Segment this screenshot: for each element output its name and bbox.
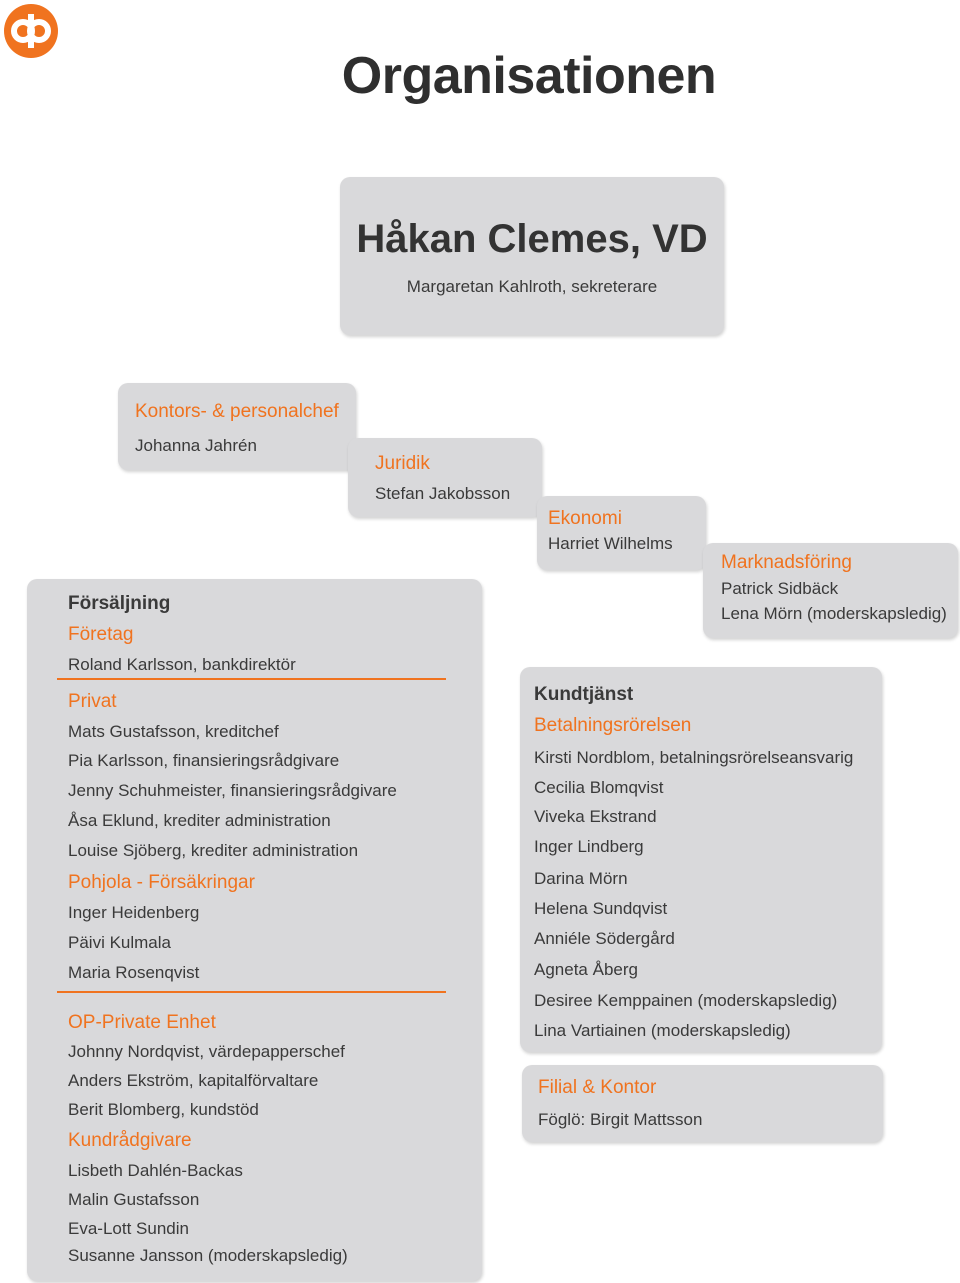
privat-person: Åsa Eklund, krediter administration: [68, 811, 331, 830]
kundradgivare-heading: Kundrådgivare: [68, 1130, 192, 1151]
kundtjanst-box: [520, 667, 882, 1052]
ekonomi-box: [537, 496, 706, 570]
forsaljning-box: [27, 579, 482, 1281]
op-heading: OP-Private Enhet: [68, 1012, 216, 1033]
ceo-assistant: Margaretan Kahlroth, sekreterare: [406, 277, 658, 296]
juridik-box: [348, 438, 542, 517]
marknad-heading: Marknadsföring: [721, 552, 852, 573]
op-person: Johnny Nordqvist, värdepapperschef: [68, 1042, 345, 1061]
foretag-heading: Företag: [68, 624, 134, 645]
juridik-person: Stefan Jakobsson: [375, 484, 511, 503]
kundtjanst-person: Viveka Ekstrand: [534, 807, 657, 826]
kundradgivare-person: Eva-Lott Sundin: [68, 1219, 189, 1238]
pohjola-person: Maria Rosenqvist: [68, 963, 200, 982]
marknad-person: Patrick Sidbäck: [721, 579, 839, 598]
kundtjanst-person: Lina Vartiainen (moderskapsledig): [534, 1021, 791, 1040]
filial-box: [522, 1065, 883, 1142]
ceo-name: Håkan Clemes, VD: [356, 217, 708, 261]
kundtjanst-person: Desiree Kemppainen (moderskapsledig): [534, 991, 838, 1010]
privat-person: Pia Karlsson, finansieringsrådgivare: [68, 751, 340, 770]
privat-person: Louise Sjöberg, krediter administration: [68, 841, 359, 860]
kundradgivare-person: Lisbeth Dahlén-Backas: [68, 1161, 243, 1180]
pohjola-person: Päivi Kulmala: [68, 933, 171, 952]
op-person: Anders Ekström, kapitalförvaltare: [68, 1071, 319, 1090]
kundtjanst-heading: Kundtjänst: [534, 684, 634, 705]
filial-heading: Filial & Kontor: [538, 1077, 657, 1098]
kundradgivare-person: Malin Gustafsson: [68, 1190, 200, 1209]
juridik-heading: Juridik: [375, 453, 430, 474]
kontor-person: Johanna Jahrén: [135, 436, 257, 455]
section-divider: [57, 991, 446, 993]
ekonomi-person: Harriet Wilhelms: [548, 534, 673, 553]
ceo-box: [340, 177, 724, 335]
filial-person: Föglö: Birgit Mattsson: [538, 1110, 703, 1129]
kundtjanst-sub: Betalningsrörelsen: [534, 715, 692, 736]
ekonomi-heading: Ekonomi: [548, 508, 622, 529]
privat-person: Mats Gustafsson, kreditchef: [68, 722, 279, 741]
pohjola-person: Inger Heidenberg: [68, 903, 200, 922]
kundtjanst-person: Agneta Åberg: [534, 960, 638, 979]
foretag-person: Roland Karlsson, bankdirektör: [68, 655, 296, 674]
kundtjanst-person: Helena Sundqvist: [534, 899, 668, 918]
kundradgivare-person: Susanne Jansson (moderskapsledig): [68, 1246, 348, 1265]
kontor-box: [118, 383, 356, 470]
privat-heading: Privat: [68, 691, 117, 712]
forsaljning-heading: Försäljning: [68, 593, 171, 614]
page-title: Organisationen: [341, 47, 717, 105]
kundtjanst-person: Darina Mörn: [534, 869, 628, 888]
marknad-person: Lena Mörn (moderskapsledig): [721, 604, 947, 623]
section-divider: [57, 678, 446, 680]
kontor-heading: Kontors- & personalchef: [135, 401, 339, 422]
op-person: Berit Blomberg, kundstöd: [68, 1100, 259, 1119]
marknad-box: [703, 543, 958, 638]
pohjola-heading: Pohjola - Försäkringar: [68, 872, 255, 893]
kundtjanst-person: Cecilia Blomqvist: [534, 778, 664, 797]
kundtjanst-person: Inger Lindberg: [534, 837, 644, 856]
privat-person: Jenny Schuhmeister, finansieringsrådgivare: [68, 781, 397, 800]
kundtjanst-person: Kirsti Nordblom, betalningsrörelseansvarig: [534, 748, 854, 767]
kundtjanst-person: Anniéle Södergård: [534, 929, 675, 948]
